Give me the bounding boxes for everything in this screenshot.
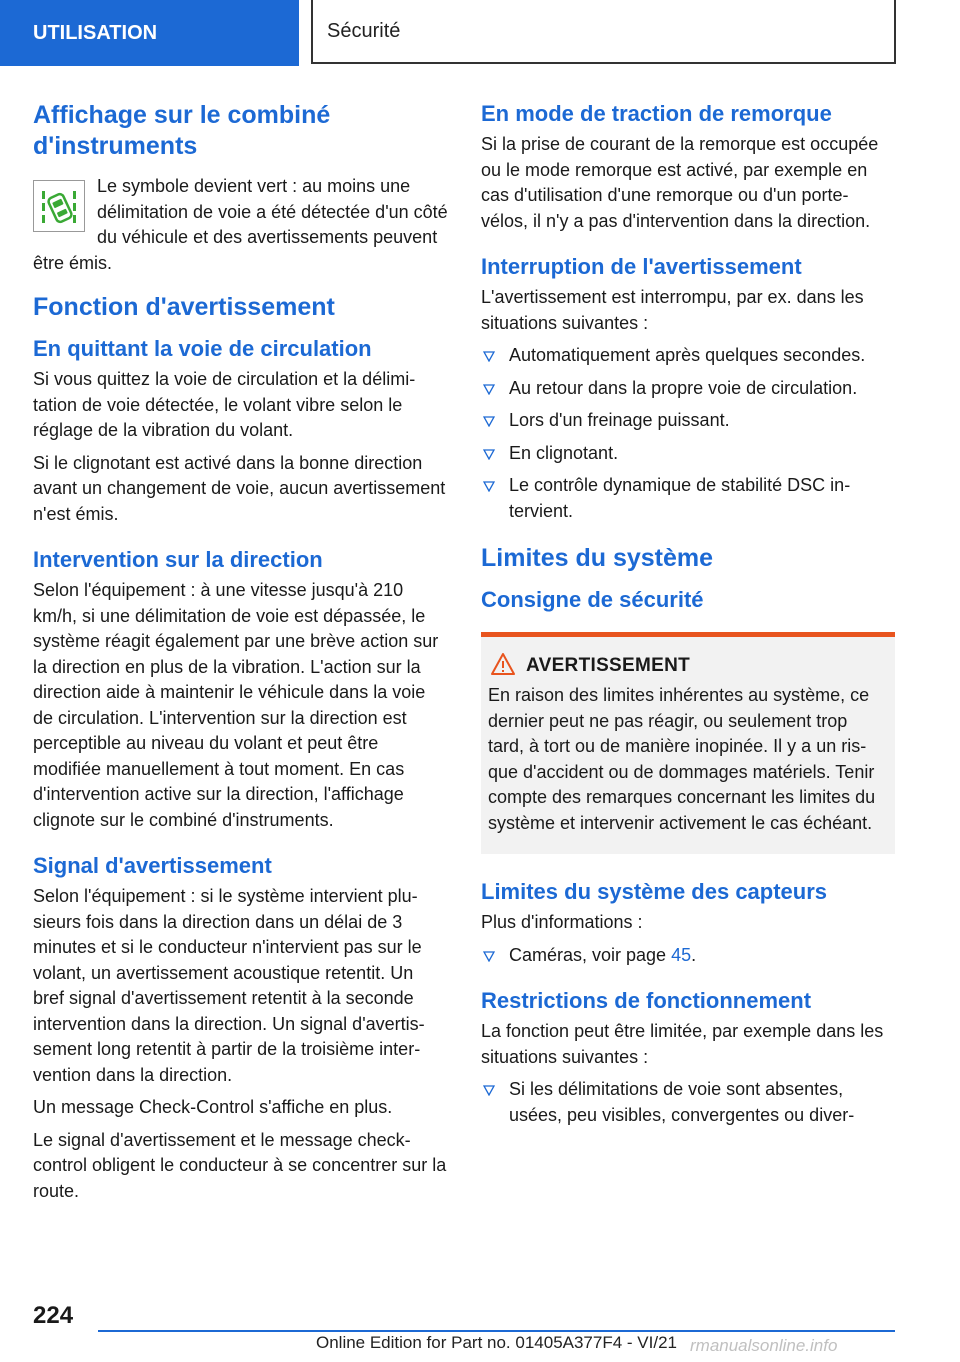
heading-display: Affichage sur le combiné d'instruments	[33, 101, 331, 160]
bullet-triangle-icon	[483, 480, 495, 492]
restrictions-paragraph: La fonction peut être limitée, par exemple dans les situations suivantes :	[481, 1021, 884, 1067]
signal-paragraph-3: Le signal d'avertissement et le message check-control obligent le conducteur à se concentrer sur la route.	[33, 1129, 447, 1201]
list-item: En clignotant.	[481, 441, 895, 467]
sensors-paragraph: Plus d'informations :	[481, 912, 643, 932]
warning-title: AVERTISSEMENT	[526, 655, 888, 677]
steering-paragraph: Selon l'équipement : à une vitesse jusqu'à 210 km/h, si une délimitation de voie est dépassée, le système réagit également par une brève action sur la direction en plus de la vibration. L'action sur la direction aide à maintenir le véhicule dans la voie de circulation. L'intervention sur la direction est perceptible au niveau du volant et peut être modifiée manuellement à tout moment. En cas d'intervention active sur la direction, l'affichage clignote sur le combiné d'instruments.	[33, 580, 439, 830]
lane-departure-symbol-icon	[33, 180, 85, 232]
heading-safety: Consigne de sécurité	[481, 587, 704, 612]
interruption-list	[481, 343, 895, 524]
heading-interruption: Interruption de l'avertissement	[481, 254, 802, 279]
bullet-triangle-icon	[483, 415, 495, 427]
heading-warning-function: Fonction d'avertissement	[33, 293, 335, 321]
warning-text: En raison des limites inhérentes au système, ce dernier peut ne pas réagir, ou seulement trop tard, à tort ou de manière inopinée. Il y a un risque d'accident ou de dommages matériels. Tenir compte des remarques concernant les limites du système et intervenir activement le cas échéant.	[488, 685, 876, 833]
bullet-triangle-icon	[483, 350, 495, 362]
bullet-triangle-icon	[483, 1084, 495, 1096]
heading-limits: Limites du système	[481, 544, 714, 572]
list-item: Si les délimitations de voie sont absentes, usées, peu visibles, convergentes ou diver-	[481, 1077, 895, 1128]
heading-signal: Signal d'avertissement	[33, 853, 272, 878]
page-header	[0, 0, 960, 66]
bullet-triangle-icon	[483, 383, 495, 395]
warning-box	[481, 632, 895, 854]
list-item: Automatiquement après quelques secondes.	[481, 343, 895, 369]
chapter-tab: UTILISATION	[0, 0, 299, 66]
leaving-paragraph-2: Si le clignotant est activé dans la bonne direction avant un changement de voie, aucun avertissement n'est émis.	[33, 452, 446, 524]
list-item: Le contrôle dynamique de stabilité DSC intervient.	[481, 473, 895, 524]
heading-leaving-lane: En quittant la voie de circulation	[33, 336, 372, 361]
left-column	[33, 100, 449, 1211]
list-item: Lors d'un freinage puissant.	[481, 408, 895, 434]
page-link-45[interactable]: 45	[671, 944, 692, 965]
list-item: Au retour dans la propre voie de circulation.	[481, 376, 895, 402]
sensors-list	[481, 943, 895, 969]
trailer-paragraph: Si la prise de courant de la remorque est occupée ou le mode remorque est activé, par exemple en cas d'utilisation d'une remorque ou d'un porte-vélos, il n'y a pas d'intervention dans la direction.	[481, 134, 879, 231]
display-paragraph: Le symbole devient vert : au moins une délimitation de voie a été détectée d'un côté du véhicule et des avertissements peuvent être émis.	[33, 176, 448, 273]
section-title: Sécurité	[311, 0, 896, 64]
footer-divider	[98, 1330, 895, 1332]
edition-footer: Online Edition for Part no. 01405A377F4 - VI/21	[315, 1333, 677, 1352]
heading-sensors: Limites du système des capteurs	[481, 879, 828, 904]
signal-paragraph-1: Selon l'équipement : si le système intervient plusieurs fois dans la direction dans un délai de 3 minutes et si le conducteur n'intervient pas sur le volant, un avertissement acoustique retentit. Un bref signal d'avertissement retentit à la seconde intervention dans la direction. Un signal d'avertissement long retentit à partir de la troisième intervention dans la direction.	[33, 886, 425, 1085]
bullet-triangle-icon	[483, 448, 495, 460]
restrictions-list	[481, 1077, 895, 1128]
page-number: 224	[33, 1302, 74, 1329]
bullet-triangle-icon	[483, 950, 495, 962]
warning-triangle-icon	[490, 652, 516, 676]
interruption-paragraph: L'avertissement est interrompu, par ex. dans les situations suivantes :	[481, 287, 864, 333]
signal-paragraph-2: Un message Check-Control s'affiche en plus.	[33, 1097, 393, 1117]
heading-restrictions: Restrictions de fonctionnement	[481, 988, 812, 1013]
heading-trailer: En mode de traction de remorque	[481, 101, 832, 126]
heading-steering: Intervention sur la direction	[33, 547, 323, 572]
watermark: rmanualsonline.info	[690, 1336, 838, 1355]
list-item: Caméras, voir page 45.	[481, 943, 895, 969]
right-column	[481, 100, 895, 1135]
leaving-paragraph-1: Si vous quittez la voie de circulation et la délimitation de voie détectée, le volant vibre selon le réglage de la vibration du volant.	[33, 369, 416, 440]
